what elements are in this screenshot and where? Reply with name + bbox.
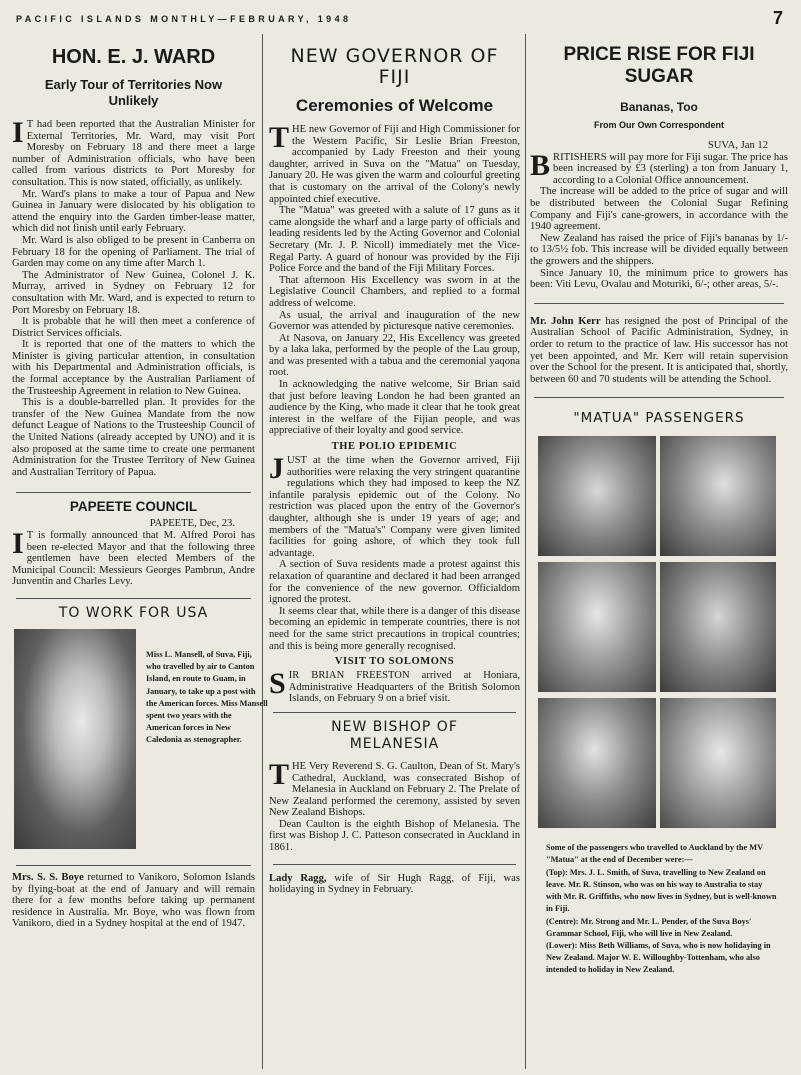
mansell-photo bbox=[14, 629, 136, 849]
paragraph: returned to Vanikoro, Solomon Islands by flying-boat at the end of January and will remain there for a few months before taking up permanent residence in Australia. Mr. Boye, who was flown from Vanikoro, died in a Sydney hospital at the end of 1947. bbox=[12, 871, 255, 930]
dropcap: T bbox=[269, 757, 290, 791]
bishop-headline: NEW BISHOP OF MELANESIA bbox=[331, 718, 458, 752]
polio-heading: THE POLIO EPIDEMIC bbox=[331, 441, 458, 453]
photo-williams bbox=[538, 698, 656, 828]
sugar-subheading: Bananas, Too bbox=[620, 100, 698, 114]
paragraph: wife of Sir Hugh Ragg, of Fiji, was holidaying in Sydney in February. bbox=[269, 872, 521, 896]
paragraph: Since January 10, the minimum price to growers has been: Viti Levu, Ovalau and Moturiki, 6/-; other areas, 5/-. bbox=[530, 267, 788, 291]
ward-headline: HON. E. J. WARD bbox=[51, 46, 216, 68]
paragraph: Mr. Ward's plans to make a tour of Papua and New Guinea in January were dislocated by his obligation to attend the enquiry into the Garden timber-lease matter, which did not finish until early February. bbox=[12, 188, 255, 235]
divider bbox=[273, 864, 516, 865]
divider bbox=[534, 303, 784, 304]
paragraph: Dean Caulton is the eighth Bishop of Melanesia. The first was Bishop J. C. Patteson consecrated in Auckland in 1861. bbox=[269, 818, 520, 854]
lead-in: Mr. John Kerr bbox=[530, 315, 601, 327]
page-number: 7 bbox=[772, 8, 783, 28]
boye-item bbox=[12, 872, 255, 930]
photo-willoughby bbox=[660, 698, 776, 828]
paragraph: UST at the time when the Governor arrived, Fiji authorities were relaxing the very stringent quarantine regulations which they had imposed to keep the NZ infantile paralysis epidemic out of the Colony. No restriction was placed upon the entry of the Governor's daughter, although she is under 19 years of age; and members of the "Matua's" Company were given limited facilities for going ashore, of which they took full advantage. bbox=[269, 455, 520, 559]
governor-article bbox=[269, 121, 520, 437]
paragraph: IR BRIAN FREESTON arrived at Honiara, Administrative Headquarters of the British Solomon Islands, on February 9 on a brief visit. bbox=[288, 670, 520, 705]
divider bbox=[534, 397, 784, 398]
paragraph: HE new Governor of Fiji and High Commissioner for the Western Pacific, Sir Leslie Brian Freeston, accompanied by Lady Freeston and their young daughter, arrived in Suva on the "Matua" on Tuesday, January 20. He was given the warm and colourful greeting that is customary on the arrival of the Colony's newly appointed chief executive. bbox=[269, 124, 520, 205]
column-rule bbox=[262, 34, 263, 1069]
divider bbox=[16, 865, 251, 866]
paragraph: As usual, the arrival and inauguration of the new Governor was attended by picturesque native ceremonies. bbox=[269, 309, 520, 333]
papeete-headline: PAPEETE COUNCIL bbox=[69, 499, 198, 515]
divider bbox=[16, 598, 251, 599]
paragraph: T is formally announced that M. Alfred Poroi has been re-elected Mayor and that the following three gentlemen have been elected Members of the Municipal Council: Messieurs Georges Pambrun, Andre Junventin and Charles Levy. bbox=[12, 530, 255, 588]
photo-stinson bbox=[660, 436, 776, 556]
photo-pender bbox=[660, 562, 776, 692]
paragraph: HE Very Reverend S. G. Caulton, Dean of St. Mary's Cathedral, Auckland, was consecrated Bishop of Melanesia in Auckland on February 2. The Prelate of New Zealand performed the ceremony, assisted by seven New Zealand Bishops. bbox=[269, 760, 520, 819]
photo-smith bbox=[538, 436, 656, 556]
paragraph: At Nasova, on January 22, His Excellency was greeted by a laka laka, performed by the people of the Lau group, and was presented with a tabua and the ceremonial yaqona root. bbox=[269, 332, 520, 379]
matua-photo-grid bbox=[530, 436, 788, 834]
solomons-article bbox=[269, 667, 520, 705]
page-header bbox=[12, 8, 783, 30]
papeete-article bbox=[12, 527, 255, 588]
paragraph: This is a double-barrelled plan. It provides for the transfer of the New Guinea Mandate from the now defunct League of Nations to the Trusteeship Council of the United Nations (already accepted by UNO) and it is also proposed at the same time to create one permanent Administration for the Trustee Territory of New Guinea and Australian Territory of Papua. bbox=[12, 397, 255, 478]
matua-caption bbox=[546, 842, 778, 976]
usa-feature bbox=[12, 629, 268, 859]
paragraph: It is reported that one of the matters to which the Minister is giving particular attention, in consultation with his Departmental and Administration officials, is the formal acceptance by the Australian Parliament of the Trusteeship Agreement in relation to New Guinea. bbox=[12, 339, 255, 397]
dropcap: J bbox=[269, 452, 284, 486]
paragraph: The "Matua" was greeted with a salute of 17 guns as it came alongside the wharf and a large party of officials and leading residents led by the Acting Governor and Colonial Secretary (Mr. J. P. Nicoll) immediately met the Vice-Regal Party. A guard of honour was provided by the Fiji Police Force and the band of the Fiji Military Forces. bbox=[269, 205, 520, 275]
column-center bbox=[269, 34, 520, 1069]
mansell-caption: Miss L. Mansell, of Suva, Fiji, who travelled by air to Canton Island, en route to Guam, in January, to take up a post with the American forces. Miss Mansell spent two years with the American forces in New Caledonia as stenographer. bbox=[146, 649, 268, 745]
governor-subheading: Ceremonies of Welcome bbox=[295, 96, 494, 115]
polio-article bbox=[269, 452, 520, 652]
paragraph: RITISHERS will pay more for Fiji sugar. The price has been increased by £3 (sterling) a ton from January 1, according to a Colonial Office announcement. bbox=[553, 151, 788, 186]
paragraph: Mr. Ward is also obliged to be present in Canberra on February 18 for the opening of Parliament. The trial of Garden may come on any time after March 1. bbox=[12, 234, 255, 270]
dropcap: I bbox=[12, 116, 24, 149]
ragg-item bbox=[269, 873, 520, 896]
paragraph: The increase will be added to the price of sugar and will be distributed between the Colonial Sugar Refining Company and Fiji's cane-growers, in accordance with the 1940 agreement. bbox=[530, 186, 788, 233]
governor-headline: NEW GOVERNOR OF FIJI bbox=[290, 45, 499, 88]
paragraph: T had been reported that the Australian Minister for External Territories, Mr. Ward, may visit Port Moresby on February 18 and there meet a large number of Administration officials, who have been called from various districts to Port Moresby for consultation. This is now stated, officially, as unlikely. bbox=[12, 119, 255, 188]
paragraph: It seems clear that, while there is a danger of this disease becoming an epidemic in temperate countries, there is not need for the same strict precautions in tropical countries; and this is being more generally recognised. bbox=[269, 605, 520, 652]
paragraph: has resigned the post of Principal of the Australian School of Pacific Administration, Sydney, in order to return to the practice of law. His successor has not yet been appointed, and Mr. Kerr will retain supervision over the School for the present. It is anticipated that, shortly, between 60 and 70 students will be attending the School. bbox=[530, 315, 788, 385]
paragraph: New Zealand has raised the price of Fiji's bananas by 1/- to 13/5½ fob. This increase will be divided equally between the growers and the shippers. bbox=[530, 232, 788, 267]
divider bbox=[273, 712, 516, 713]
paragraph: That afternoon His Excellency was sworn in at the Legislative Council Chambers, and replied to a formal address of welcome. bbox=[269, 274, 520, 309]
column-rule bbox=[525, 34, 526, 1069]
ward-article bbox=[12, 116, 255, 478]
caption-centre: (Centre): Mr. Strong and Mr. L. Pender, of the Suva Boys' Grammar School, Fiji, who will live in New Zealand. bbox=[546, 916, 752, 938]
dropcap: T bbox=[269, 121, 290, 154]
paragraph: The Administrator of New Guinea, Colonel J. K. Murray, arrived in Sydney on February 12 for consultation with Mr. Ward, and is expected to return to Port Moresby on February 18. bbox=[12, 269, 255, 316]
sugar-headline: PRICE RISE FOR FIJI SUGAR bbox=[563, 44, 755, 87]
usa-headline: TO WORK FOR USA bbox=[58, 604, 209, 621]
caption-top: (Top): Mrs. J. L. Smith, of Suva, travelling to New Zealand on leave. Mr. R. Stinson, who was on his way to Australia to stay with Mr. R. Griffiths, who now lives in Sydney, but is well-known in Fiji. bbox=[546, 867, 777, 914]
dropcap: I bbox=[12, 527, 24, 560]
dropcap: B bbox=[530, 148, 551, 182]
lead-in: Mrs. S. S. Boye bbox=[12, 871, 84, 883]
dropcap: S bbox=[269, 667, 286, 701]
solomons-heading: VISIT TO SOLOMONS bbox=[334, 656, 455, 668]
paragraph: It is probable that he will then meet a conference of District Services officials. bbox=[12, 316, 255, 339]
running-head: PACIFIC ISLANDS MONTHLY—FEBRUARY, 1948 bbox=[16, 14, 352, 24]
bishop-article bbox=[269, 757, 520, 854]
paragraph: In acknowledging the native welcome, Sir Brian said that just before leaving London he had been granted an audience by the King, who made it clear that he took great interest in the welfare of the Fijian people, and was appreciative of their loyalty and good service. bbox=[269, 379, 520, 437]
matua-headline: "MATUA" PASSENGERS bbox=[573, 410, 745, 427]
kerr-item bbox=[530, 316, 788, 386]
photo-strong bbox=[538, 562, 656, 692]
caption-lower: (Lower): Miss Beth Williams, of Suva, who is now holidaying in New Zealand. Major W. E. Willoughby-Tottenham, who also intended to holiday in New Zealand. bbox=[546, 940, 771, 975]
divider bbox=[16, 492, 251, 493]
paragraph: A section of Suva residents made a protest against this relaxation of quarantine and declared it had been arranged for the convenience of the new governor. Officialdom ignored the protest. bbox=[269, 559, 520, 606]
ward-subheading: Early Tour of Territories Now Unlikely bbox=[44, 77, 223, 108]
papeete-dateline: PAPEETE, Dec, 23. bbox=[149, 518, 235, 530]
sugar-dateline: SUVA, Jan 12 bbox=[707, 140, 768, 151]
lead-in: Lady Ragg, bbox=[269, 872, 327, 884]
column-right bbox=[530, 34, 788, 1069]
column-left bbox=[12, 34, 268, 1069]
byline: From Our Own Correspondent bbox=[593, 120, 724, 130]
caption-intro: Some of the passengers who travelled to Auckland by the MV "Matua" at the end of December were:— bbox=[546, 843, 763, 865]
sugar-article bbox=[530, 148, 788, 291]
